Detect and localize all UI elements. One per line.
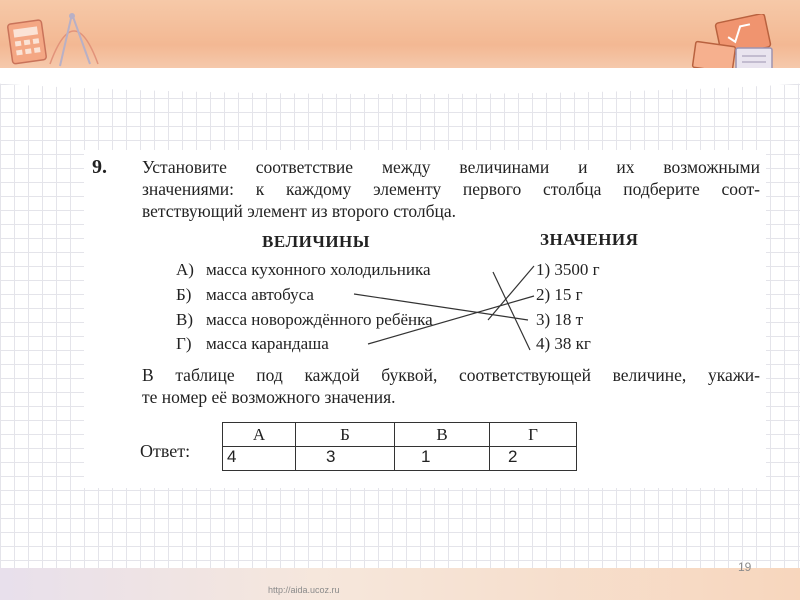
answer-header-cell: Б xyxy=(296,423,395,447)
quantity-text: масса автобуса xyxy=(206,285,314,304)
quantity-text: масса новорождённого ребёнка xyxy=(206,310,433,329)
task-card xyxy=(84,150,766,488)
answer-value-row xyxy=(223,447,577,471)
statement-line: значениями: к каждому элементу первого столбца подберите соот- xyxy=(142,179,760,199)
value-item: 3) 18 т xyxy=(536,310,584,329)
match-line-b-3 xyxy=(354,294,528,320)
value-item: 1) 3500 г xyxy=(536,260,600,279)
answer-cell-b[interactable]: 3 xyxy=(296,447,395,471)
quantity-text: масса карандаша xyxy=(206,334,329,353)
match-line-a-4 xyxy=(493,272,530,350)
footer-url[interactable]: http://aida.ucoz.ru xyxy=(268,585,340,595)
top-banner xyxy=(0,0,800,82)
task-number: 9. xyxy=(92,156,107,178)
answer-header-cell: Г xyxy=(490,423,577,447)
answer-label: Ответ: xyxy=(140,441,191,461)
quantity-text: масса кухонного холодильника xyxy=(206,260,431,279)
value-item: 4) 38 кг xyxy=(536,334,591,353)
quantity-letter: А) xyxy=(176,260,194,279)
books-icon xyxy=(690,14,782,78)
quantities-header: ВЕЛИЧИНЫ xyxy=(262,232,370,251)
instruction-line: те номер её возможного значения. xyxy=(142,387,396,407)
answer-cell-a[interactable]: 4 xyxy=(223,447,296,471)
quantity-letter: Б) xyxy=(176,285,192,304)
match-line-g-2 xyxy=(368,296,534,344)
value-item: 2) 15 г xyxy=(536,285,583,304)
instruction-line: В таблице под каждой буквой, соответствующей величине, укажи- xyxy=(142,365,760,385)
quantity-letter: Г) xyxy=(176,334,192,353)
calculator-compass-icon xyxy=(6,10,118,72)
match-line-v-1 xyxy=(488,266,534,320)
answer-cell-v[interactable]: 1 xyxy=(395,447,490,471)
answer-header-cell: А xyxy=(223,423,296,447)
answer-header-row xyxy=(223,423,577,447)
values-header: ЗНАЧЕНИЯ xyxy=(540,230,639,249)
quantity-letter: В) xyxy=(176,310,193,329)
statement-line: Установите соответствие между величинами и их возможными xyxy=(142,157,760,177)
bottom-banner xyxy=(0,568,800,600)
statement-line: ветствующий элемент из второго столбца. xyxy=(142,201,457,221)
answer-header-cell: В xyxy=(395,423,490,447)
task-instruction xyxy=(142,364,760,408)
answer-table xyxy=(222,422,577,471)
answer-cell-g[interactable]: 2 xyxy=(490,447,577,471)
page-number: 19 xyxy=(738,560,752,574)
